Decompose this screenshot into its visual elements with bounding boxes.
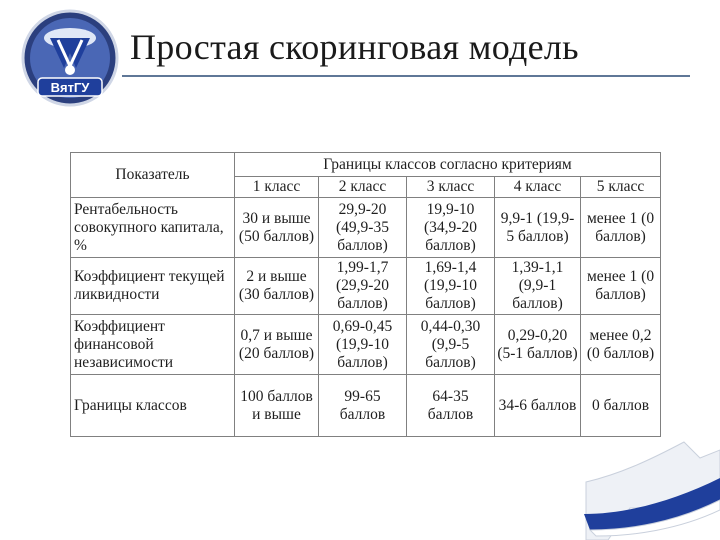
- table-cell: менее 0,2 (0 баллов): [581, 315, 661, 375]
- table-cell: 34-6 баллов: [495, 375, 581, 437]
- table-cell: 1,99-1,7 (29,9-20 баллов): [319, 258, 407, 315]
- table-cell: 64-35 баллов: [407, 375, 495, 437]
- class-header: 3 класс: [407, 177, 495, 198]
- logo-text: ВятГУ: [50, 80, 90, 95]
- table-cell: 30 и выше (50 баллов): [235, 198, 319, 258]
- page-title: Простая скоринговая модель: [130, 27, 579, 67]
- table-cell: 0,29-0,20 (5-1 баллов): [495, 315, 581, 375]
- class-header: 5 класс: [581, 177, 661, 198]
- table-cell: 100 баллов и выше: [235, 375, 319, 437]
- decorative-ribbon: [580, 430, 720, 540]
- table-cell: 2 и выше (30 баллов): [235, 258, 319, 315]
- table-cell: менее 1 (0 баллов): [581, 258, 661, 315]
- row-label: Рентабельность совокупного капитала, %: [71, 198, 235, 258]
- table-cell: 0 баллов: [581, 375, 661, 437]
- table-row: [71, 315, 661, 375]
- table-row: [71, 198, 661, 258]
- row-label: Коэффициент текущей ликвидности: [71, 258, 235, 315]
- table-cell: 9,9-1 (19,9-5 баллов): [495, 198, 581, 258]
- table-row: [71, 375, 661, 437]
- class-header: 1 класс: [235, 177, 319, 198]
- row-label: Коэффициент финансовой независимости: [71, 315, 235, 375]
- table-cell: 29,9-20 (49,9-35 баллов): [319, 198, 407, 258]
- table-cell: 0,69-0,45 (19,9-10 баллов): [319, 315, 407, 375]
- table-row: [71, 258, 661, 315]
- scoring-table: [70, 152, 661, 437]
- university-logo: [20, 8, 120, 108]
- class-header: 4 класс: [495, 177, 581, 198]
- table-cell: 1,39-1,1 (9,9-1 баллов): [495, 258, 581, 315]
- table-cell: 19,9-10 (34,9-20 баллов): [407, 198, 495, 258]
- class-header: 2 класс: [319, 177, 407, 198]
- table-cell: 99-65 баллов: [319, 375, 407, 437]
- title-divider: [122, 75, 690, 77]
- table-cell: 1,69-1,4 (19,9-10 баллов): [407, 258, 495, 315]
- table-cell: менее 1 (0 баллов): [581, 198, 661, 258]
- table-cell: 0,44-0,30 (9,9-5 баллов): [407, 315, 495, 375]
- scoring-table-container: [70, 152, 660, 437]
- indicator-header: Показатель: [71, 153, 235, 198]
- class-group-header: Границы классов согласно критериям: [235, 153, 661, 177]
- row-label: Границы классов: [71, 375, 235, 437]
- table-cell: 0,7 и выше (20 баллов): [235, 315, 319, 375]
